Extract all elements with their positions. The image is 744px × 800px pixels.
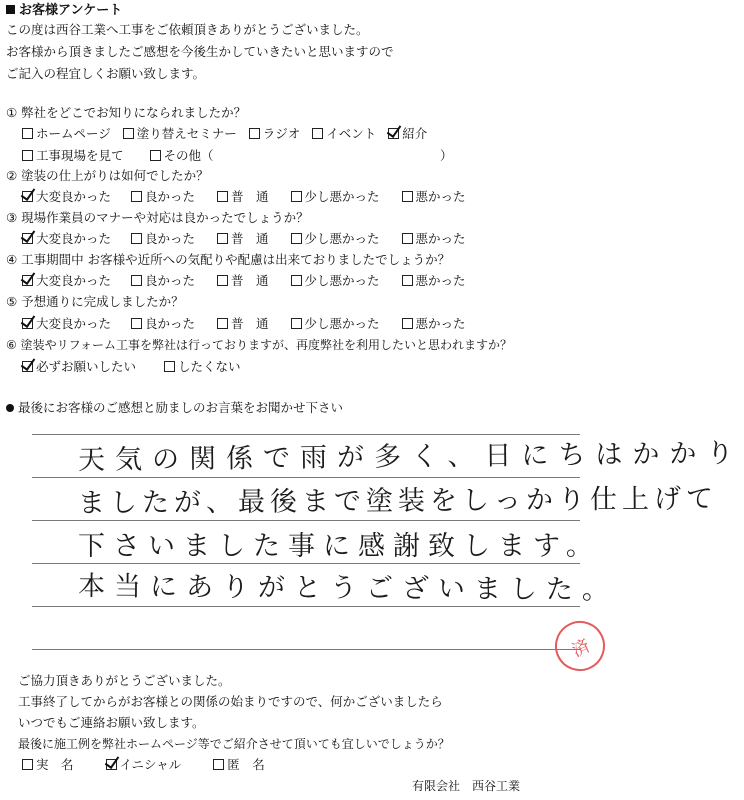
q2-option-average[interactable]: 普 通 (217, 191, 269, 204)
q3-option-average[interactable]: 普 通 (217, 233, 269, 246)
q4-option-very-good[interactable]: 大変良かった (22, 275, 111, 288)
checkbox-icon[interactable] (291, 318, 302, 329)
q1-option-referral[interactable]: 紹介 (388, 128, 427, 141)
checkbox-icon[interactable] (123, 128, 134, 139)
comment-rule-line (32, 434, 580, 435)
q1-option-event[interactable]: イベント (312, 128, 376, 141)
approval-stamp: 済 (547, 613, 613, 679)
q1-option-other[interactable]: その他（ (150, 150, 214, 163)
checkbox-checked-icon[interactable] (22, 275, 33, 286)
checkbox-icon[interactable] (217, 233, 228, 244)
checkbox-checked-icon[interactable] (22, 318, 33, 329)
checkbox-icon[interactable] (402, 318, 413, 329)
q2-option-bad[interactable]: 悪かった (402, 191, 466, 204)
checkbox-icon[interactable] (213, 759, 224, 770)
checkbox-icon[interactable] (150, 150, 161, 161)
q5-option-very-good[interactable]: 大変良かった (22, 318, 111, 331)
q1-options-row1 (22, 128, 427, 141)
q2-option-slightly-bad[interactable]: 少し悪かった (291, 191, 380, 204)
q4-option-good[interactable]: 良かった (131, 275, 195, 288)
checkbox-icon[interactable] (22, 128, 33, 139)
q2-option-good[interactable]: 良かった (131, 191, 195, 204)
publish-option-initials[interactable]: イニシャル (106, 759, 182, 772)
comments-heading: 最後にお客様のご感想と励ましのお言葉をお聞かせ下さい (6, 402, 343, 415)
checkbox-icon[interactable] (131, 191, 142, 202)
closing-line-2: 工事終了してからがお客様との関係の始まりですので、何かございましたら (18, 694, 443, 709)
checkbox-icon[interactable] (402, 191, 413, 202)
q6-options (22, 361, 241, 374)
q1-option-radio[interactable]: ラジオ (249, 128, 301, 141)
closing-line-4: 最後に施工例を弊社ホームページ等でご紹介させて頂いても宜しいでしょうか？ (18, 737, 450, 751)
checkbox-icon[interactable] (249, 128, 260, 139)
survey-title: お客様アンケート (6, 4, 122, 17)
q1-options-row2 (22, 150, 214, 163)
checkbox-icon[interactable] (22, 759, 33, 770)
q2-options (22, 191, 466, 204)
q3-question: ③ 現場作業員のマナーや対応は良かったでしょうか？ (6, 210, 309, 225)
q5-question: ⑤ 予想通りに完成しましたか？ (6, 294, 184, 309)
checkbox-checked-icon[interactable] (22, 233, 33, 244)
checkbox-icon[interactable] (291, 191, 302, 202)
checkbox-icon[interactable] (217, 191, 228, 202)
q1-option-homepage[interactable]: ホームページ (22, 128, 111, 141)
checkbox-icon[interactable] (164, 361, 175, 372)
publish-option-real-name[interactable]: 実 名 (22, 759, 74, 772)
comment-rule-line (32, 606, 580, 607)
checkbox-icon[interactable] (131, 318, 142, 329)
q6-question: ⑥ 塗装やリフォーム工事を弊社は行っておりますが、再度弊社を利用したいと思われますか？ (6, 338, 512, 352)
q3-option-very-good[interactable]: 大変良かった (22, 233, 111, 246)
q3-options (22, 233, 466, 246)
bullet-icon (6, 404, 14, 412)
handwritten-comment-line-4: 本当にありがとうございました。 (77, 571, 619, 606)
comment-rule-line (32, 520, 580, 521)
q1-other-close: ） (440, 148, 453, 163)
checkbox-icon[interactable] (312, 128, 323, 139)
intro-line-2: お客様から頂きましたご感想を今後生かしていきたいと思いますので (6, 44, 394, 59)
q5-option-bad[interactable]: 悪かった (402, 318, 466, 331)
handwritten-comment-line-1: 天気の関係で雨が多く、日にちはかかり (77, 438, 744, 476)
q4-options (22, 275, 466, 288)
checkbox-icon[interactable] (291, 275, 302, 286)
company-name: 有限会社 西谷工業 (412, 779, 521, 793)
q3-option-slightly-bad[interactable]: 少し悪かった (291, 233, 380, 246)
q6-option-no[interactable]: したくない (164, 361, 241, 374)
checkbox-icon[interactable] (291, 233, 302, 244)
q1-option-site[interactable]: 工事現場を見て (22, 150, 124, 163)
q5-option-good[interactable]: 良かった (131, 318, 195, 331)
closing-line-3: いつでもご連絡お願い致します。 (18, 715, 205, 730)
publish-options (22, 759, 265, 772)
checkbox-checked-icon[interactable] (106, 759, 117, 770)
comment-rule-line (32, 477, 580, 478)
checkbox-icon[interactable] (402, 275, 413, 286)
checkbox-icon[interactable] (22, 150, 33, 161)
q2-question: ② 塗装の仕上がりは如何でしたか？ (6, 168, 209, 183)
checkbox-icon[interactable] (217, 275, 228, 286)
q2-option-very-good[interactable]: 大変良かった (22, 191, 111, 204)
checkbox-icon[interactable] (131, 233, 142, 244)
q3-option-good[interactable]: 良かった (131, 233, 195, 246)
q5-option-slightly-bad[interactable]: 少し悪かった (291, 318, 380, 331)
q5-option-average[interactable]: 普 通 (217, 318, 269, 331)
checkbox-icon[interactable] (131, 275, 142, 286)
q4-option-slightly-bad[interactable]: 少し悪かった (291, 275, 380, 288)
checkbox-checked-icon[interactable] (22, 361, 33, 372)
q4-option-bad[interactable]: 悪かった (402, 275, 466, 288)
closing-line-1: ご協力頂きありがとうございました。 (18, 673, 231, 688)
intro-line-3: ご記入の程宜しくお願い致します。 (6, 66, 206, 81)
q4-question: ④ 工事期間中 お客様や近所への気配りや配慮は出来ておりましたでしょうか？ (6, 252, 451, 267)
handwritten-comment-line-2: ましたが、最後まで塗装をしっかり仕上げて (77, 483, 719, 519)
comment-rule-line (32, 649, 580, 650)
checkbox-icon[interactable] (402, 233, 413, 244)
comment-rule-line (32, 563, 580, 564)
q3-option-bad[interactable]: 悪かった (402, 233, 466, 246)
q1-question: ① 弊社をどこでお知りになられましたか？ (6, 105, 247, 120)
q6-option-definitely[interactable]: 必ずお願いしたい (22, 361, 136, 374)
publish-option-anonymous[interactable]: 匿 名 (213, 759, 265, 772)
checkbox-checked-icon[interactable] (388, 128, 399, 139)
intro-line-1: この度は西谷工業へ工事をご依頼頂きありがとうございました。 (6, 22, 369, 37)
checkbox-checked-icon[interactable] (22, 191, 33, 202)
q1-option-seminar[interactable]: 塗り替えセミナー (123, 128, 237, 141)
q4-option-average[interactable]: 普 通 (217, 275, 269, 288)
checkbox-icon[interactable] (217, 318, 228, 329)
handwritten-comment-line-3: 下さいました事に感謝致します。 (78, 531, 601, 562)
q5-options (22, 318, 466, 331)
square-bullet-icon (6, 5, 15, 14)
